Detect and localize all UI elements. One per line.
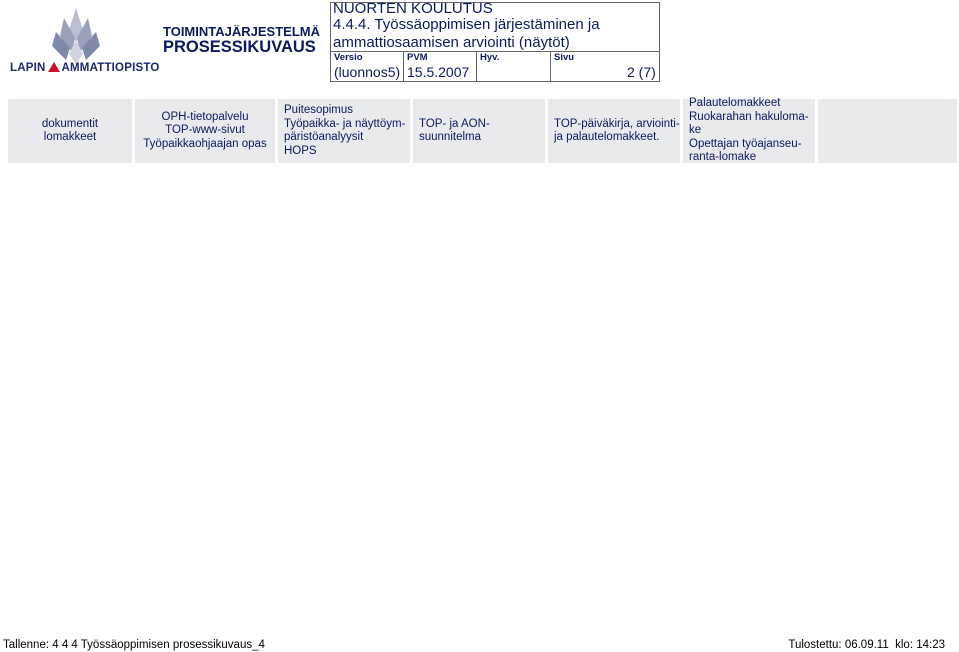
logo-wordmark [10, 62, 160, 74]
process-cell-agreements [278, 99, 410, 163]
cell-line: OPH-tietopalvelu [161, 110, 249, 123]
date-value: 15.5.2007 [407, 64, 470, 80]
date-label: PVM [407, 52, 428, 63]
process-cell-documents [8, 99, 132, 163]
meta-divider-v3 [550, 51, 551, 81]
version-label: Versio [334, 52, 363, 63]
triangle-icon [48, 62, 60, 72]
cell-line: TOP- ja AON- [419, 117, 490, 130]
cell-line: päristöanalyysit [284, 131, 364, 143]
cell-line: ranta-lomake [689, 151, 757, 164]
lotus-logo-icon [8, 6, 143, 66]
system-title: TOIMINTAJÄRJESTELMÄ [163, 24, 320, 39]
logo-text-right: AMMATTIOPISTO [61, 62, 160, 74]
cell-line: ke [689, 124, 702, 137]
approved-label: Hyv. [480, 52, 500, 63]
cell-line: Opettajan työajanseu- [689, 137, 802, 150]
cell-line: suunnitelma [419, 131, 482, 143]
doc-unit: NUORTEN KOULUTUS [333, 0, 493, 17]
system-subtitle: PROSESSIKUVAUS [163, 38, 316, 56]
cell-line: TOP-päiväkirja, arviointi- [554, 117, 680, 130]
cell-line: Puitesopimus [284, 104, 354, 116]
cell-line: lomakkeet [43, 131, 97, 143]
meta-divider-v2 [476, 51, 477, 81]
footer-printed: Tulostettu: 06.09.11 klo: 14:23 [788, 639, 945, 651]
process-cell-sources [135, 99, 275, 163]
logo-text-left: LAPIN [10, 62, 46, 74]
process-cell-diaries [548, 99, 680, 163]
cell-line: Ruokarahan hakuloma- [689, 110, 809, 123]
cell-line: ja palautelomakkeet. [554, 131, 660, 143]
process-cell-plans [413, 99, 545, 163]
cell-line: TOP-www-sivut [165, 124, 245, 137]
process-cell-empty [818, 99, 957, 163]
doc-title-line1: 4.4.4. Työssäoppimisen järjestäminen ja [333, 16, 600, 33]
version-value: (luonnos5) [334, 64, 401, 80]
cell-line: Työpaikkaohjaajan opas [143, 137, 267, 150]
meta-divider-v1 [403, 51, 404, 81]
cell-line: Palautelomakkeet [689, 97, 781, 110]
footer-saved: Tallenne: 4 4 4 Työssäoppimisen prosessikuvaus_4 [3, 639, 265, 651]
process-cell-feedback [683, 99, 815, 163]
page-label: Sivu [554, 52, 575, 63]
cell-line: dokumentit [41, 117, 99, 130]
page-value: 2 (7) [627, 64, 656, 80]
cell-line: Työpaikka- ja näyttöym- [284, 117, 406, 130]
doc-title-line2: ammattiosaamisen arviointi (näytöt) [333, 34, 570, 51]
cell-line: HOPS [284, 144, 317, 157]
